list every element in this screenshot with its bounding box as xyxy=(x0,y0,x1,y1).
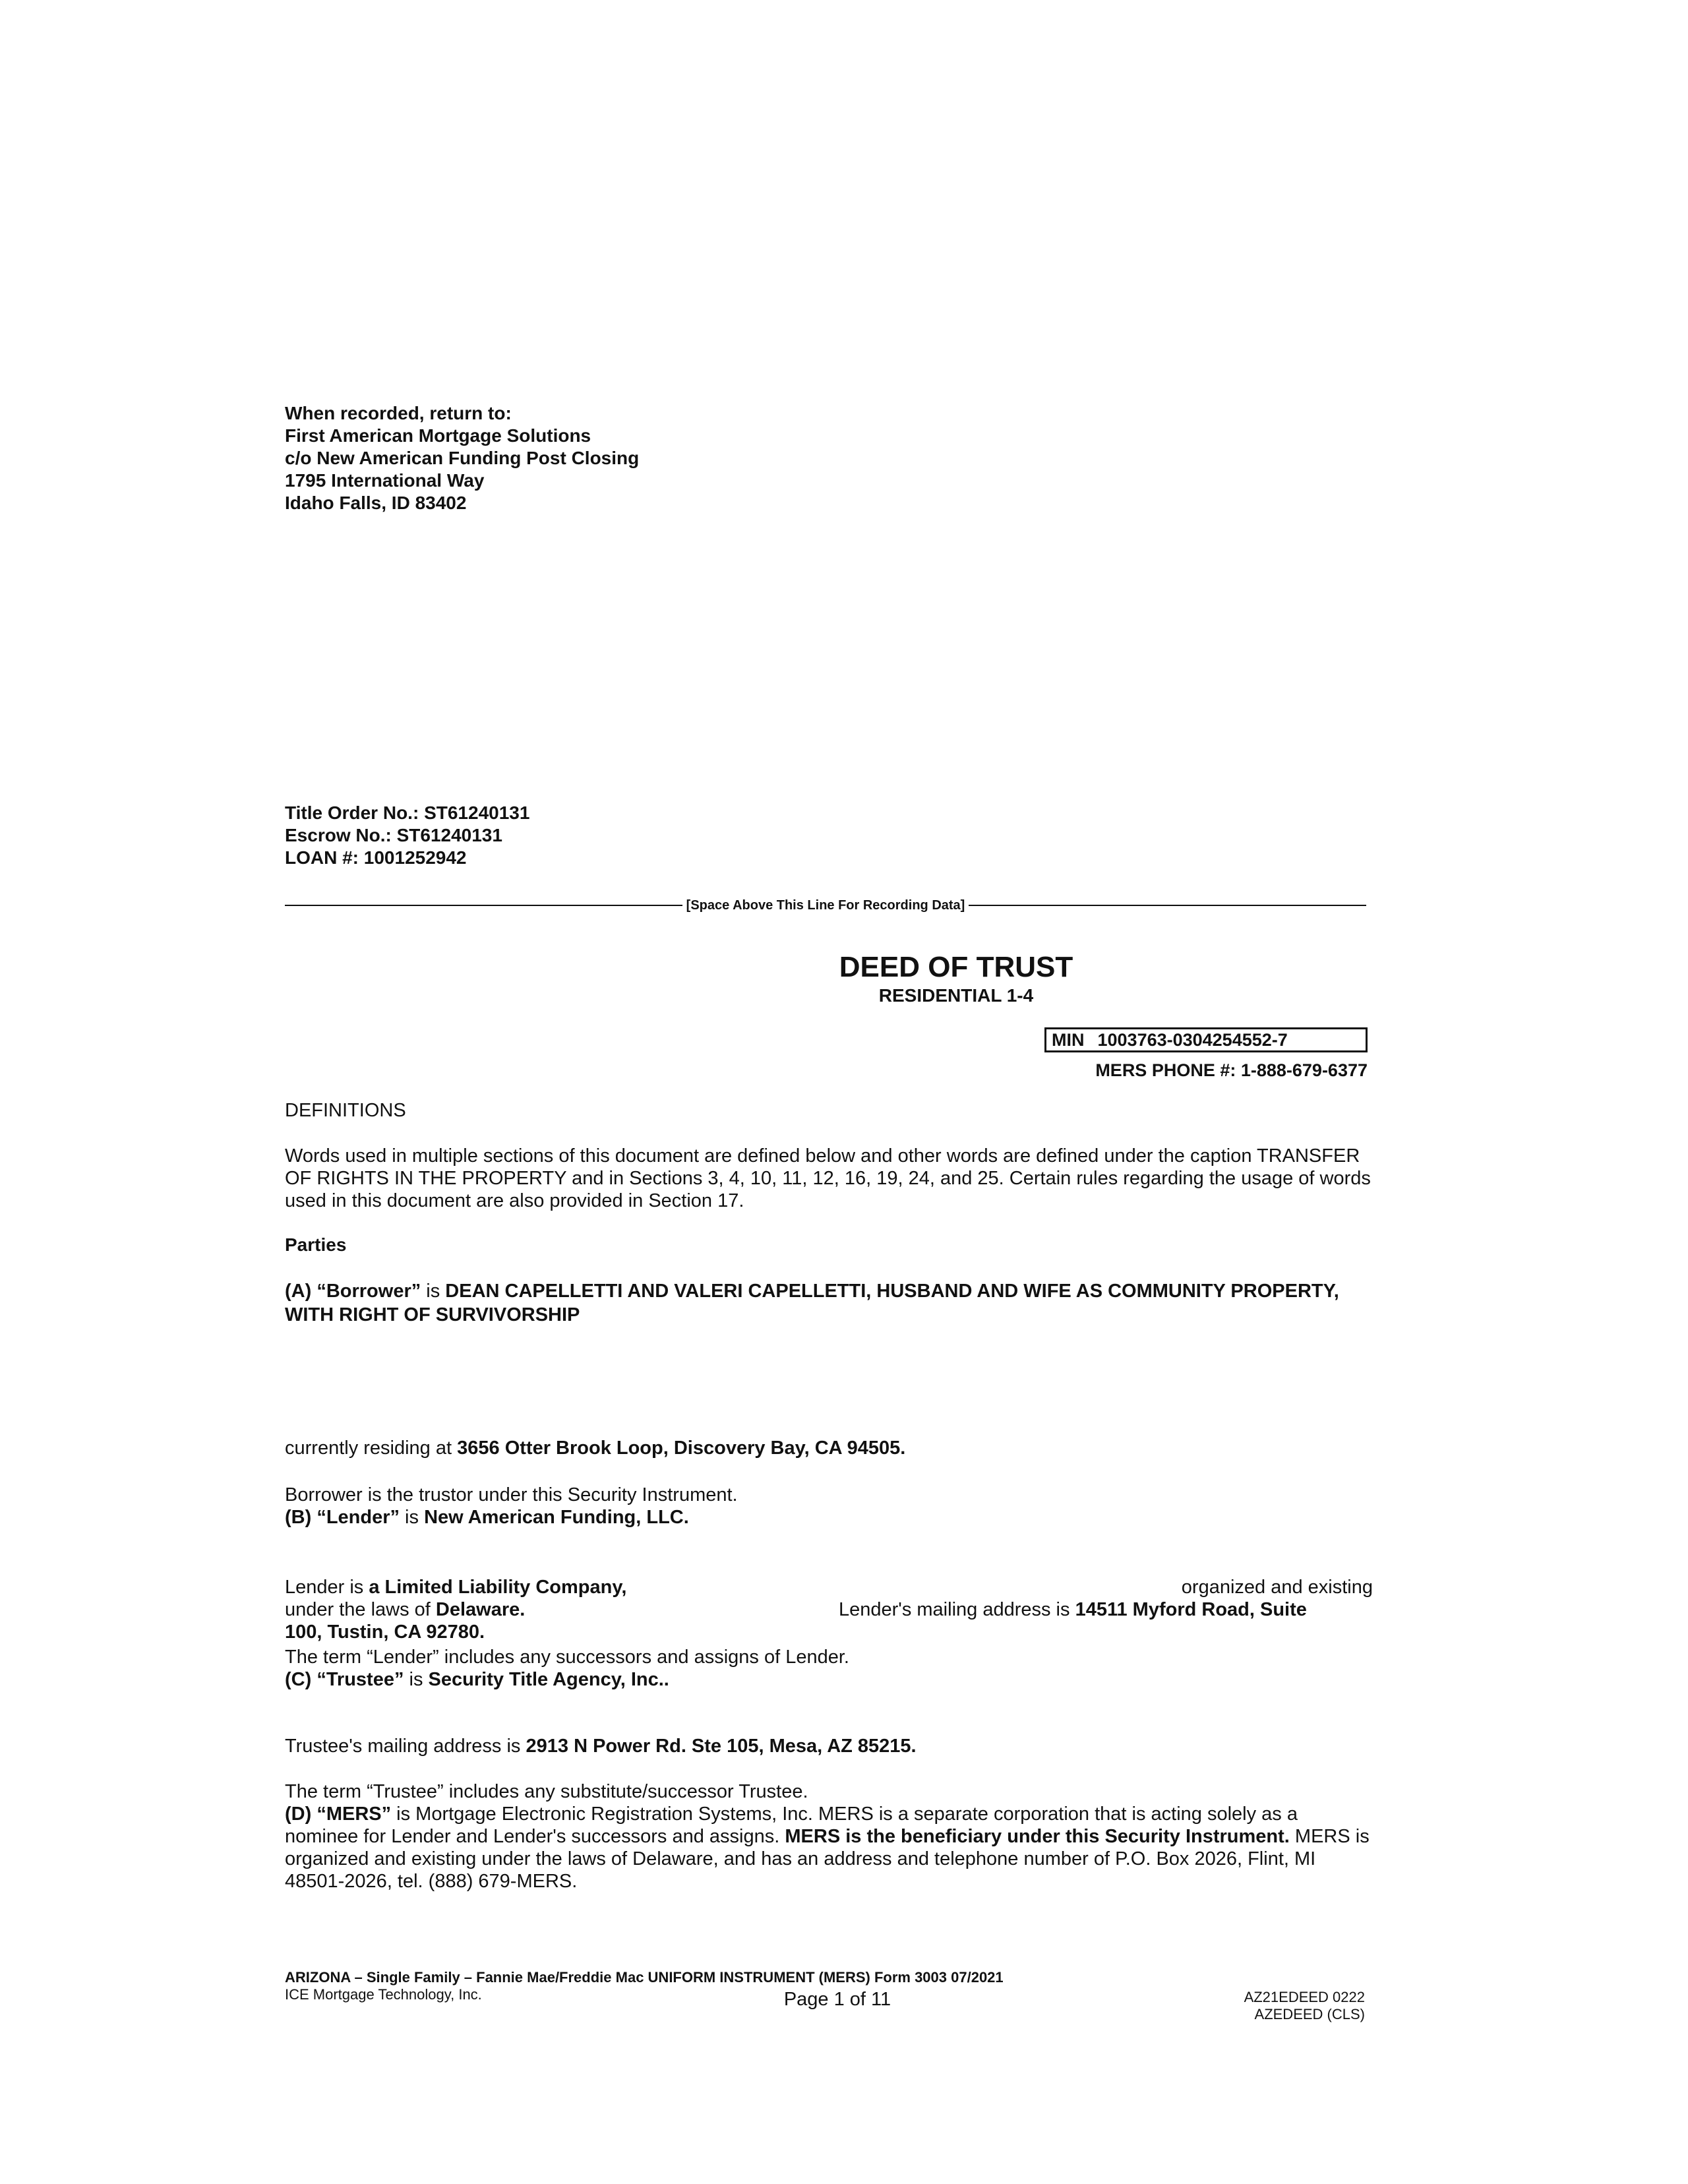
escrow-number: Escrow No.: ST61240131 xyxy=(285,825,502,845)
organized-label: organized and existing xyxy=(1181,1577,1373,1598)
trustee-includes-text: The term “Trustee” includes any substitute/successor Trustee. xyxy=(285,1781,808,1802)
trustee-mailing xyxy=(285,1736,917,1757)
return-line: 1795 International Way xyxy=(285,470,485,491)
lender-includes-text: The term “Lender” includes any successors and assigns of Lender. xyxy=(285,1647,849,1668)
definitions-intro: Words used in multiple sections of this document are defined below and other words are defined under the caption TRANSFER OF RIGHTS IN THE PROPERTY and in Sections 3, 4, 10, 11, 12, 16, 19, 24, and 25. Certain rules regarding the usage of words used in this document are also provided in Section 17. xyxy=(285,1145,1371,1211)
lender-state: Delaware. xyxy=(435,1599,526,1620)
mers-text-2: MERS is organized and existing under the laws of Delaware, and has an address and telephone number of P.O. Box 2026, Flint, MI 48501-2026, tel. (888) 679-MERS. xyxy=(285,1826,1370,1892)
residing-label: currently residing at xyxy=(285,1438,458,1459)
definitions-heading: DEFINITIONS xyxy=(285,1100,406,1121)
lender-address-line2: 100, Tustin, CA 92780. xyxy=(285,1622,485,1643)
trustee-is: is xyxy=(404,1669,429,1690)
lender-organization xyxy=(285,1576,1373,1643)
footer-company: ICE Mortgage Technology, Inc. xyxy=(285,1986,482,2003)
borrower-definition xyxy=(285,1279,1373,1327)
loan-number: LOAN #: 1001252942 xyxy=(285,847,467,868)
borrower-address: 3656 Otter Brook Loop, Discovery Bay, CA 94505. xyxy=(457,1438,906,1459)
footer-code-1: AZ21EDEED 0222 xyxy=(1244,1989,1365,2005)
trustee-address: 2913 N Power Rd. Ste 105, Mesa, AZ 85215. xyxy=(526,1736,917,1757)
document-subtitle: RESIDENTIAL 1-4 xyxy=(878,985,1034,1006)
trustee-mailing-label: Trustee's mailing address is xyxy=(285,1736,526,1757)
lender-mailing-label: Lender's mailing address is xyxy=(839,1599,1075,1620)
lender-is-a-label: Lender is xyxy=(285,1577,369,1598)
lender-trustee-block xyxy=(285,1646,849,1691)
trustor-text: Borrower is the trustor under this Security Instrument. xyxy=(285,1484,738,1505)
footer-form-line: ARIZONA – Single Family – Fannie Mae/Freddie Mac UNIFORM INSTRUMENT (MERS) Form 3003 07/2021 xyxy=(285,1969,1004,1986)
borrower-label: (A) “Borrower” xyxy=(285,1281,421,1302)
min-value: 1003763-0304254552-7 xyxy=(1097,1030,1288,1050)
return-line: First American Mortgage Solutions xyxy=(285,425,591,446)
page-number: Page 1 of 11 xyxy=(783,1989,891,2010)
separator-rule-left xyxy=(285,905,682,906)
lender-org-row-1 xyxy=(285,1576,1373,1598)
lender-definition xyxy=(285,1506,738,1529)
recording-line-label: [Space Above This Line For Recording Data] xyxy=(686,897,965,913)
return-address-block xyxy=(285,402,639,514)
lender-address-line1: 14511 Myford Road, Suite xyxy=(1075,1599,1307,1620)
trustee-definition xyxy=(285,1668,849,1691)
trustee-name: Security Title Agency, Inc.. xyxy=(428,1669,669,1690)
lender-label: (B) “Lender” xyxy=(285,1507,400,1528)
trustor-lender-block xyxy=(285,1484,738,1529)
mers-text-1: is Mortgage Electronic Registration Systems, Inc. MERS is a separate corporation that is acting solely as a nominee for Lender and Lender's successors and assigns. xyxy=(285,1804,1298,1847)
mers-definition xyxy=(285,1804,1370,1892)
borrower-residence xyxy=(285,1438,905,1459)
return-line: Idaho Falls, ID 83402 xyxy=(285,493,467,513)
footer-right xyxy=(1121,1989,1365,2023)
return-line: When recorded, return to: xyxy=(285,403,512,423)
lender-entity-type: a Limited Liability Company, xyxy=(369,1577,627,1598)
parties-heading: Parties xyxy=(285,1234,347,1255)
document-title: DEED OF TRUST xyxy=(839,951,1073,983)
trustee-label: (C) “Trustee” xyxy=(285,1669,404,1690)
trustee-mers-block xyxy=(285,1780,1373,1893)
footer-code-2: AZEDEED (CLS) xyxy=(1254,2006,1365,2022)
min-box xyxy=(1044,1027,1368,1052)
lender-org-row-2 xyxy=(285,1598,1373,1621)
mers-phone: MERS PHONE #: 1-888-679-6377 xyxy=(1095,1060,1368,1080)
lender-mailing xyxy=(839,1598,1307,1621)
lender-is: is xyxy=(400,1507,425,1528)
mers-beneficiary-statement: MERS is the beneficiary under this Security Instrument. xyxy=(785,1826,1290,1847)
return-line: c/o New American Funding Post Closing xyxy=(285,448,640,468)
separator-rule-right xyxy=(969,905,1366,906)
min-label: MIN xyxy=(1052,1030,1085,1050)
mers-label: (D) “MERS” xyxy=(285,1804,392,1825)
identifiers-block xyxy=(285,802,529,869)
lender-name: New American Funding, LLC. xyxy=(424,1507,689,1528)
borrower-name: DEAN CAPELLETTI AND VALERI CAPELLETTI, HUSBAND AND WIFE AS COMMUNITY PROPERTY, WITH RIGHT OF SURVIVORSHIP xyxy=(285,1281,1339,1325)
borrower-is: is xyxy=(421,1281,446,1302)
laws-label: under the laws of xyxy=(285,1599,436,1620)
recording-data-separator xyxy=(285,895,1366,915)
title-order-number: Title Order No.: ST61240131 xyxy=(285,803,530,823)
